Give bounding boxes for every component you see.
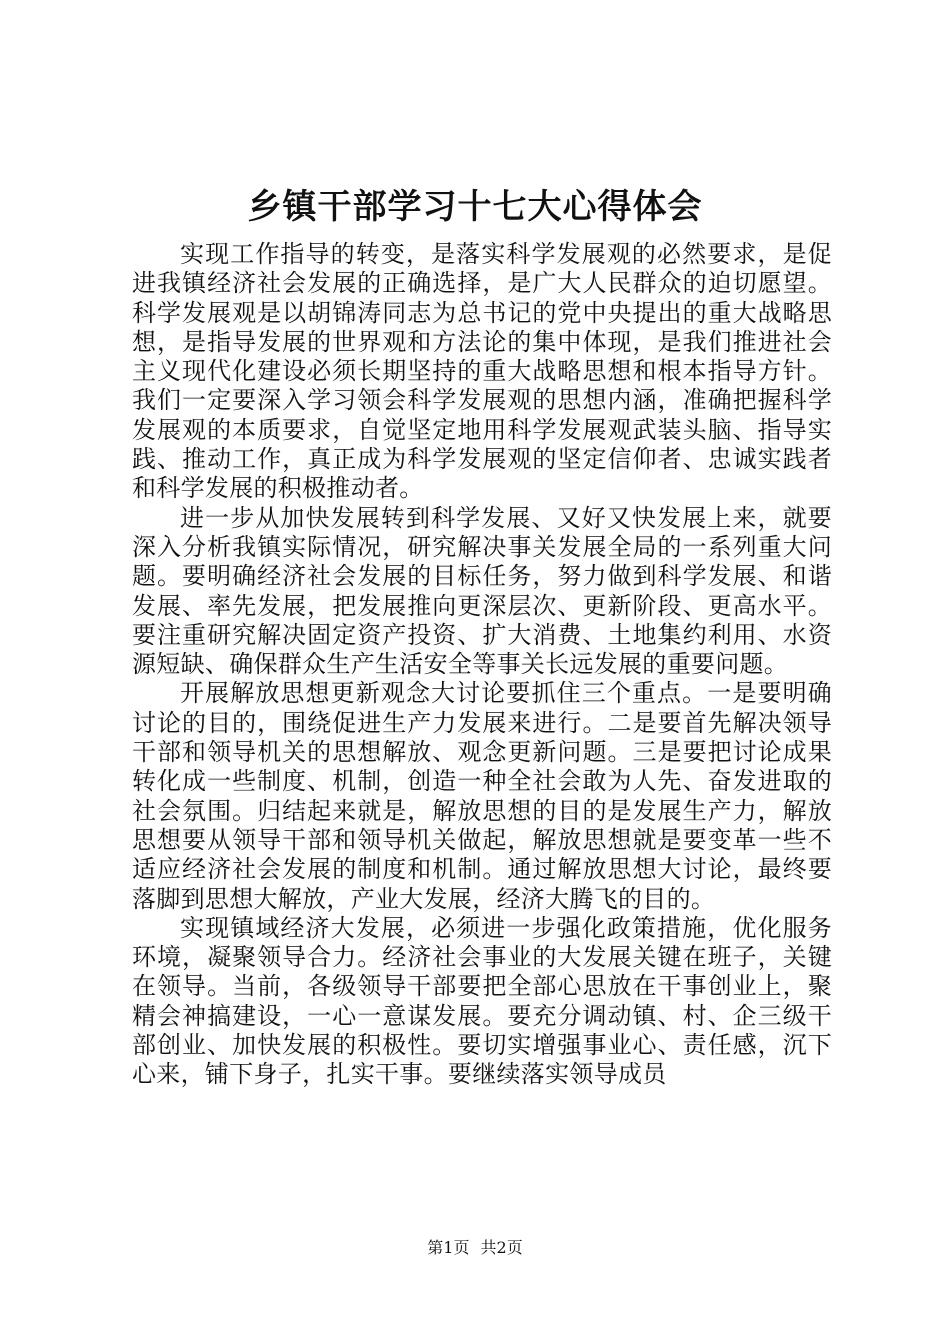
paragraph-3: 开展解放思想更新观念大讨论要抓住三个重点。一是要明确讨论的目的，围绕促进生产力发展来进行。二是要首先解决领导干部和领导机关的思想解放、观念更新问题。三是要把讨论成果转化成一些制度、机制，创造一种全社会敢为人先、奋发进取的社会氛围。归结起来就是，解放思想的目的是发展生产力，解放思想要从领导干部和领导机关做起，解放思想就是要变革一些不适应经济社会发展的制度和机制。通过解放思想大讨论，最终要落脚到思想大解放，产业大发展，经济大腾飞的目的。 bbox=[132, 679, 832, 913]
page-total: 共2页 bbox=[480, 1238, 523, 1257]
page-footer bbox=[0, 1238, 950, 1258]
paragraph-4: 实现镇域经济大发展，必须进一步强化政策措施，优化服务环境，凝聚领导合力。经济社会事业的大发展关键在班子，关键在领导。当前，各级领导干部要把全部心思放在干事创业上，聚精会神搞建设，一心一意谋发展。要充分调动镇、村、企三级干部创业、加快发展的积极性。要切实增强事业心、责任感，沉下心来，铺下身子，扎实干事。要继续落实领导成员 bbox=[132, 913, 832, 1089]
paragraph-1: 实现工作指导的转变，是落实科学发展观的必然要求，是促进我镇经济社会发展的正确选择，是广大人民群众的迫切愿望。科学发展观是以胡锦涛同志为总书记的党中央提出的重大战略思想，是指导发展的世界观和方法论的集中体现，是我们推进社会主义现代化建设必须长期坚持的重大战略思想和根本指导方针。我们一定要深入学习领会科学发展观的思想内涵，准确把握科学发展观的本质要求，自觉坚定地用科学发展观武装头脑、指导实践、推动工作，真正成为科学发展观的坚定信仰者、忠诚实践者和科学发展的积极推动者。 bbox=[132, 240, 832, 503]
document-title: 乡镇干部学习十七大心得体会 bbox=[247, 187, 703, 227]
paragraph-2: 进一步从加快发展转到科学发展、又好又快发展上来，就要深入分析我镇实际情况，研究解决事关发展全局的一系列重大问题。要明确经济社会发展的目标任务，努力做到科学发展、和谐发展、率先发展，把发展推向更深层次、更新阶段、更高水平。要注重研究解决固定资产投资、扩大消费、土地集约利用、水资源短缺、确保群众生产生活安全等事关长远发展的重要问题。 bbox=[132, 503, 832, 679]
document-body bbox=[132, 240, 832, 1090]
page-number: 第1页 bbox=[427, 1238, 470, 1257]
